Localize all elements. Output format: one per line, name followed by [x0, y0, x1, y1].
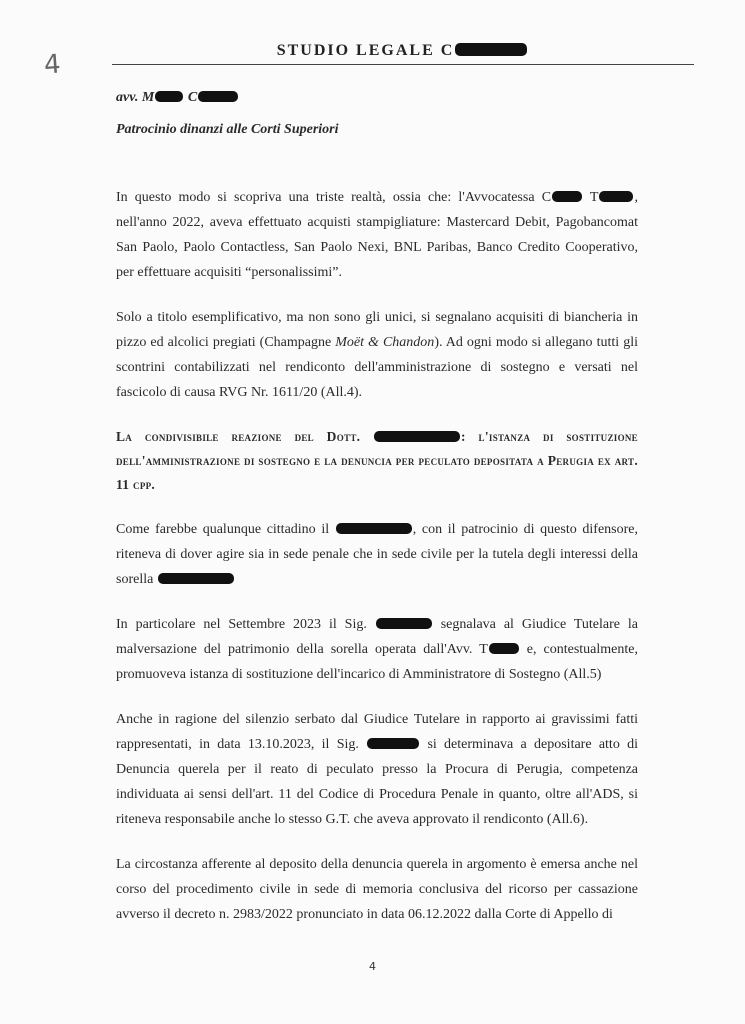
redaction-mark	[367, 738, 419, 749]
author-prefix: avv. M	[116, 90, 155, 105]
page-number: 4	[369, 960, 376, 973]
redaction-mark	[374, 431, 460, 442]
redaction-mark	[158, 573, 234, 584]
author-surname-initial: C	[184, 90, 198, 105]
document-body	[116, 185, 638, 947]
author-subtitle: Patrocinio dinanzi alle Corti Superiori	[116, 122, 339, 137]
redaction-mark	[599, 191, 633, 202]
brand-name: Moët & Chandon	[335, 335, 435, 350]
letterhead-rule	[112, 64, 694, 65]
paragraph-1: In questo modo si scopriva una triste realtà, ossia che: l'Avvocatessa C T , nell'anno 2022, aveva effettuato acquisti stampigliature: Mastercard Debit, Pagobancomat San Paolo, Paolo Contactless, San Paolo Nexi, BNL Paribas, Banco Credito Cooperativo, per effettuare acquisiti “personalissimi”.	[116, 190, 638, 280]
redaction-mark	[376, 618, 432, 629]
redaction-mark	[198, 91, 238, 102]
redaction-mark	[336, 523, 412, 534]
letterhead-title	[110, 42, 695, 60]
redaction-mark	[455, 43, 527, 56]
section-heading: La condivisibile reazione del Dott. : l'istanza di sostituzione dell'amministrazione di sostegno e la denuncia per peculato depositata a Perugia ex art. 11 cpp.	[116, 429, 638, 492]
paragraph-3: Come farebbe qualunque cittadino il , con il patrocinio di questo difensore, riteneva di dover agire sia in sede penale che in sede civile per la tutela degli interessi della sorella	[116, 522, 638, 587]
author-line	[116, 90, 239, 106]
paragraph-4: In particolare nel Settembre 2023 il Sig. segnalava al Giudice Tutelare la malversazione del patrimonio della sorella operata dall'Avv. T e, contestualmente, promuoveva istanza di sostituzione dell'incarico di Amministratore di Sostegno (All.5)	[116, 617, 638, 682]
letterhead-text: STUDIO LEGALE C	[276, 42, 455, 59]
redaction-mark	[155, 91, 183, 102]
redaction-mark	[489, 643, 519, 654]
handwritten-page-mark: 4	[42, 49, 62, 81]
paragraph-5: Anche in ragione del silenzio serbato dal Giudice Tutelare in rapporto ai gravissimi fatti rappresentati, in data 13.10.2023, il Sig. si determinava a depositare atto di Denuncia querela per il reato di peculato presso la Procura di Perugia, competenza individuata ai sensi dell'art. 11 del Codice di Procedura Penale in quanto, oltre all'ADS, si riteneva responsabile anche lo stesso G.T. che aveva approvato il rendiconto (All.6).	[116, 712, 638, 827]
paragraph-2: Solo a titolo esemplificativo, ma non sono gli unici, si segnalano acquisiti di biancheria in pizzo ed alcolici pregiati (Champagne Moët & Chandon). Ad ogni modo si allegano tutti gli scontrini contabilizzati nel rendiconto dell'amministrazione di sostegno e versati nel fascicolo di causa RVG Nr. 1611/20 (All.4).	[116, 310, 638, 400]
redaction-mark	[552, 191, 582, 202]
paragraph-6: La circostanza afferente al deposito della denuncia querela in argomento è emersa anche nel corso del procedimento civile in sede di memoria conclusiva del ricorso per cassazione avverso il decreto n. 2983/2022 pronunciato in data 06.12.2022 dalla Corte di Appello di	[116, 857, 638, 922]
